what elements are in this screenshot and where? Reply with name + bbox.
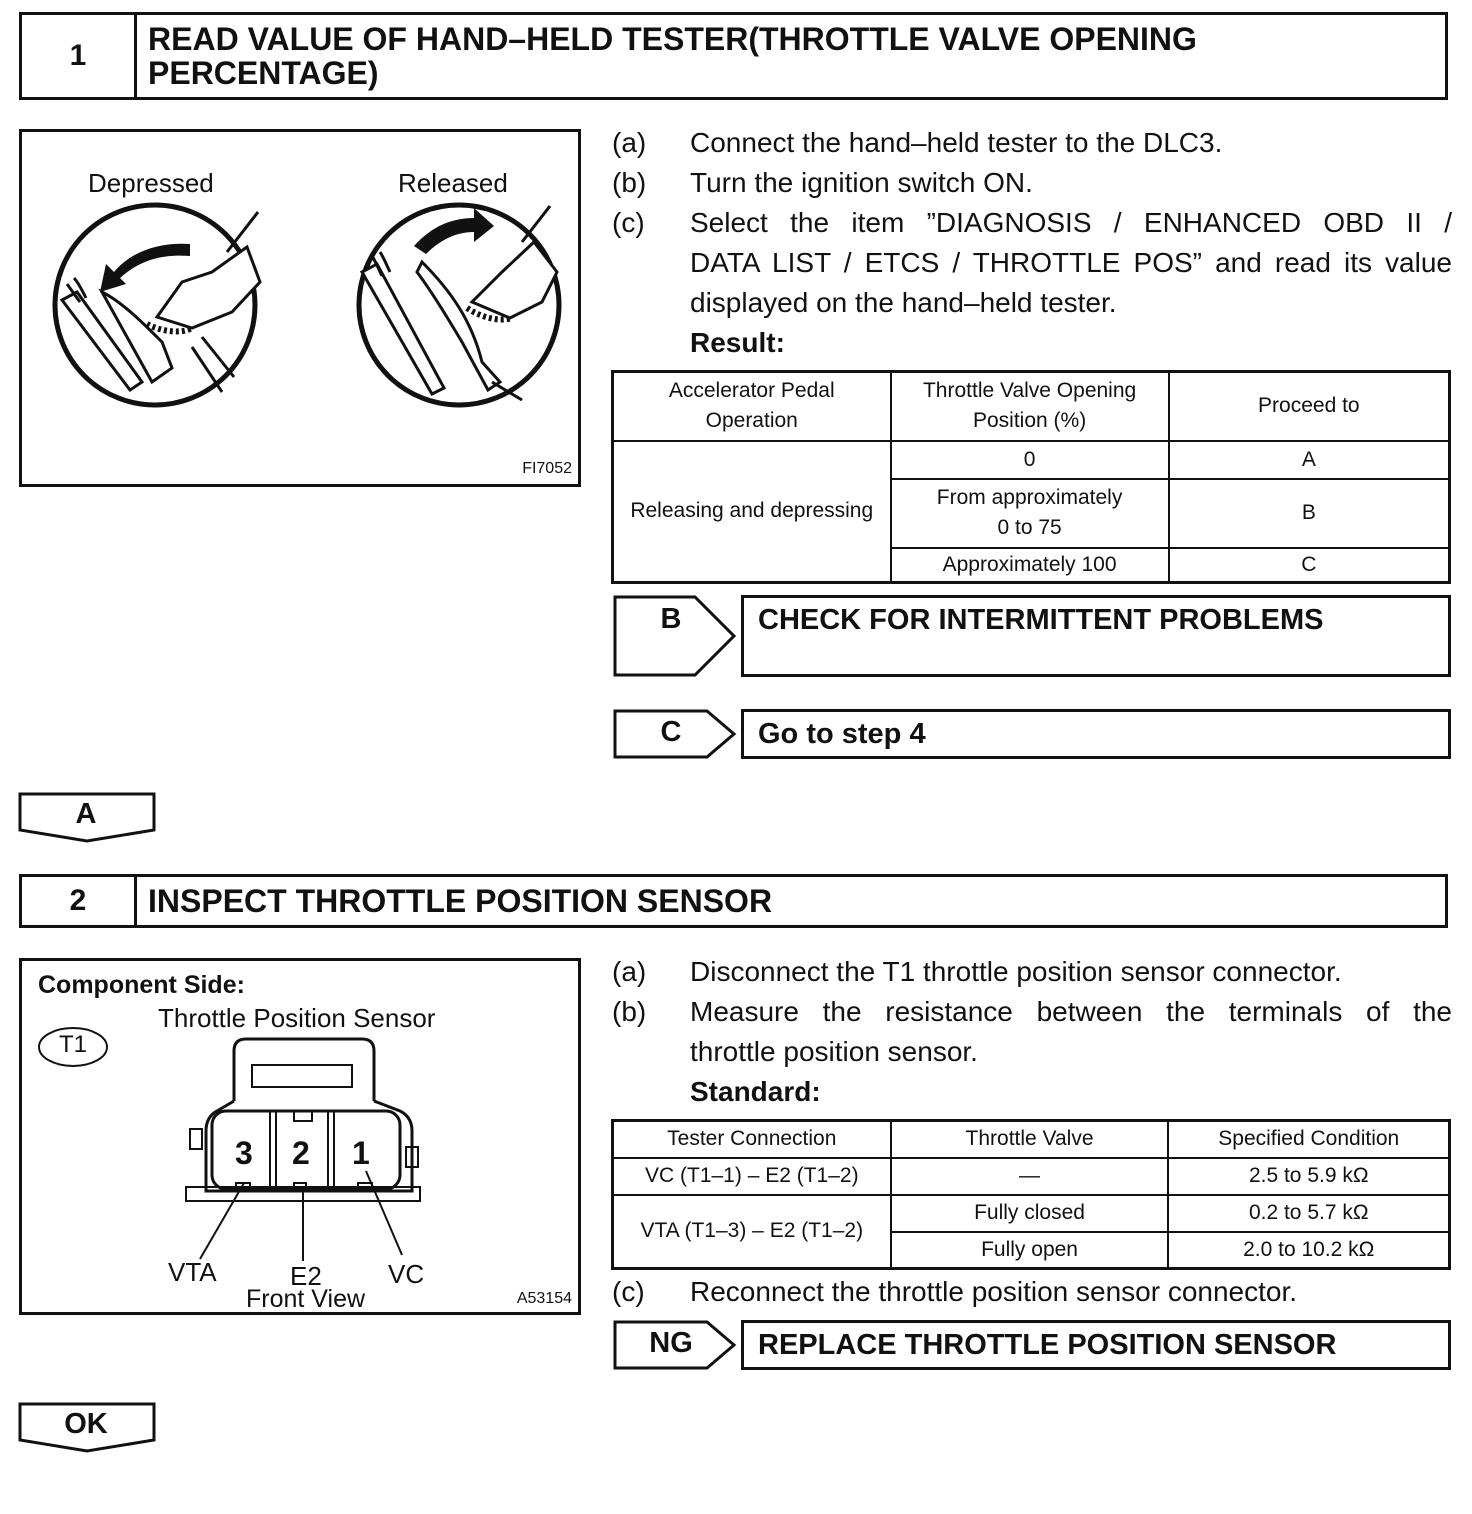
table-cell: —	[891, 1158, 1169, 1195]
table-row	[613, 1195, 1450, 1232]
instruction-b	[612, 992, 1452, 1072]
result-c-text: Go to step 4	[758, 717, 926, 750]
instruction-label: (b)	[612, 996, 647, 1027]
instruction-label: (b)	[612, 167, 647, 198]
connector-id: T1	[58, 1031, 87, 1058]
released-arrow-icon	[414, 208, 494, 254]
table-header: Throttle Valve	[891, 1121, 1169, 1158]
header-line: Operation	[705, 409, 798, 433]
front-view-label: Front View	[246, 1285, 366, 1313]
instruction-text-line: displayed on the hand–held tester.	[690, 287, 1117, 318]
cell-line: 0 to 75	[997, 516, 1062, 539]
step2-title: INSPECT THROTTLE POSITION SENSOR	[148, 883, 773, 919]
pedal-illustration	[22, 132, 578, 484]
step1-title	[148, 15, 1437, 97]
table-cell: 0	[891, 441, 1169, 479]
table-cell: B	[1169, 479, 1450, 548]
step1-title-line1: READ VALUE OF HAND–HELD TESTER(THROTTLE VALVE OPENING	[148, 21, 1197, 57]
result-label-row	[612, 323, 1452, 363]
label-depressed: Depressed	[88, 168, 214, 198]
depressed-arrow-icon	[100, 244, 190, 292]
result-c-box	[741, 709, 1451, 759]
step2-instruction-c	[612, 1272, 1452, 1312]
pin-1-label: 1	[352, 1135, 370, 1171]
standard-label: Standard:	[690, 1076, 821, 1107]
instruction-text: Disconnect the T1 throttle position sensor connector.	[690, 956, 1342, 987]
table-cell: Fully closed	[891, 1195, 1169, 1232]
sensor-name-label: Throttle Position Sensor	[158, 1003, 436, 1033]
instruction-a	[612, 952, 1452, 992]
step2-instructions	[612, 952, 1452, 1112]
table-header: Specified Condition	[1168, 1121, 1449, 1158]
e2-label: E2	[290, 1261, 322, 1291]
result-b-text: CHECK FOR INTERMITTENT PROBLEMS	[758, 604, 1324, 636]
table-header: Tester Connection	[613, 1121, 891, 1158]
header-line: Throttle Valve Opening	[922, 379, 1137, 403]
step2-header	[19, 874, 1448, 928]
table-cell	[891, 479, 1169, 548]
result-b-box	[741, 595, 1451, 677]
pedal-figure-code: FI7052	[522, 460, 572, 477]
table-cell: 0.2 to 5.7 kΩ	[1168, 1195, 1449, 1232]
vta-label: VTA	[168, 1257, 217, 1287]
table-cell: C	[1169, 548, 1450, 583]
instruction-text-line: Select the item ”DIAGNOSIS / ENHANCED OBD II /	[690, 207, 1452, 238]
result-label: Result:	[690, 327, 785, 358]
instruction-label: (a)	[612, 956, 647, 987]
pin-3-label: 3	[235, 1135, 253, 1171]
instruction-text: Connect the hand–held tester to the DLC3.	[690, 127, 1223, 158]
label-released: Released	[398, 168, 508, 198]
result-ok-tag: OK	[64, 1408, 108, 1440]
pin-2-label: 2	[292, 1135, 310, 1171]
step1-instructions	[612, 123, 1452, 363]
instruction-text: Reconnect the throttle position sensor connector.	[690, 1276, 1298, 1307]
result-ng-tag: NG	[649, 1327, 693, 1359]
table-cell: Fully open	[891, 1232, 1169, 1269]
pedal-figure	[19, 129, 581, 487]
table-row	[613, 1158, 1450, 1195]
instruction-c	[612, 1272, 1452, 1312]
result-c-tag: C	[660, 716, 682, 748]
table-row	[613, 441, 1450, 479]
table-cell: VC (T1–1) – E2 (T1–2)	[613, 1158, 891, 1195]
instruction-label: (c)	[612, 1276, 645, 1307]
released-pedal-icon	[359, 205, 559, 405]
step1-number: 1	[22, 15, 137, 97]
header-line: Position (%)	[972, 409, 1087, 433]
instruction-c	[612, 203, 1452, 323]
connector-figure	[19, 958, 581, 1315]
instruction-text-line: Measure the resistance between the terminals of the	[690, 996, 1452, 1027]
connector-figure-code: A53154	[516, 1290, 572, 1307]
step1-header	[19, 12, 1448, 100]
header-line: Accelerator Pedal	[668, 379, 835, 403]
depressed-pedal-icon	[55, 205, 260, 405]
instruction-text-line: DATA LIST / ETCS / THROTTLE POS” and read its value	[690, 247, 1452, 278]
instruction-label: (c)	[612, 207, 645, 238]
instruction-text: Turn the ignition switch ON.	[690, 167, 1033, 198]
standard-table	[611, 1119, 1451, 1270]
table-header: Proceed to	[1169, 372, 1450, 441]
instruction-text	[690, 203, 1452, 323]
instruction-text-line: throttle position sensor.	[690, 1036, 978, 1067]
result-a-tag: A	[75, 798, 97, 830]
table-cell: A	[1169, 441, 1450, 479]
vc-label: VC	[388, 1259, 425, 1289]
cell-line: From approximately	[936, 486, 1123, 509]
table-cell: 2.0 to 10.2 kΩ	[1168, 1232, 1449, 1269]
table-cell-operation: Releasing and depressing	[613, 441, 891, 583]
table-cell: VTA (T1–3) – E2 (T1–2)	[613, 1195, 891, 1269]
result-ng-box	[741, 1320, 1451, 1370]
instruction-text	[690, 992, 1452, 1072]
table-cell: 2.5 to 5.9 kΩ	[1168, 1158, 1449, 1195]
table-header	[891, 372, 1169, 441]
standard-label-row	[612, 1072, 1452, 1112]
instruction-a	[612, 123, 1452, 163]
table-header-row	[613, 372, 1450, 441]
step1-title-line2: PERCENTAGE)	[148, 55, 379, 91]
instruction-label: (a)	[612, 127, 647, 158]
result-b-tag: B	[660, 603, 682, 635]
instruction-b	[612, 163, 1452, 203]
table-cell: Approximately 100	[891, 548, 1169, 583]
table-header	[613, 372, 891, 441]
result-table	[611, 370, 1451, 584]
step2-number: 2	[22, 877, 137, 925]
component-side-label: Component Side:	[38, 971, 245, 999]
result-ng-text: REPLACE THROTTLE POSITION SENSOR	[758, 1328, 1337, 1361]
table-header-row	[613, 1121, 1450, 1158]
